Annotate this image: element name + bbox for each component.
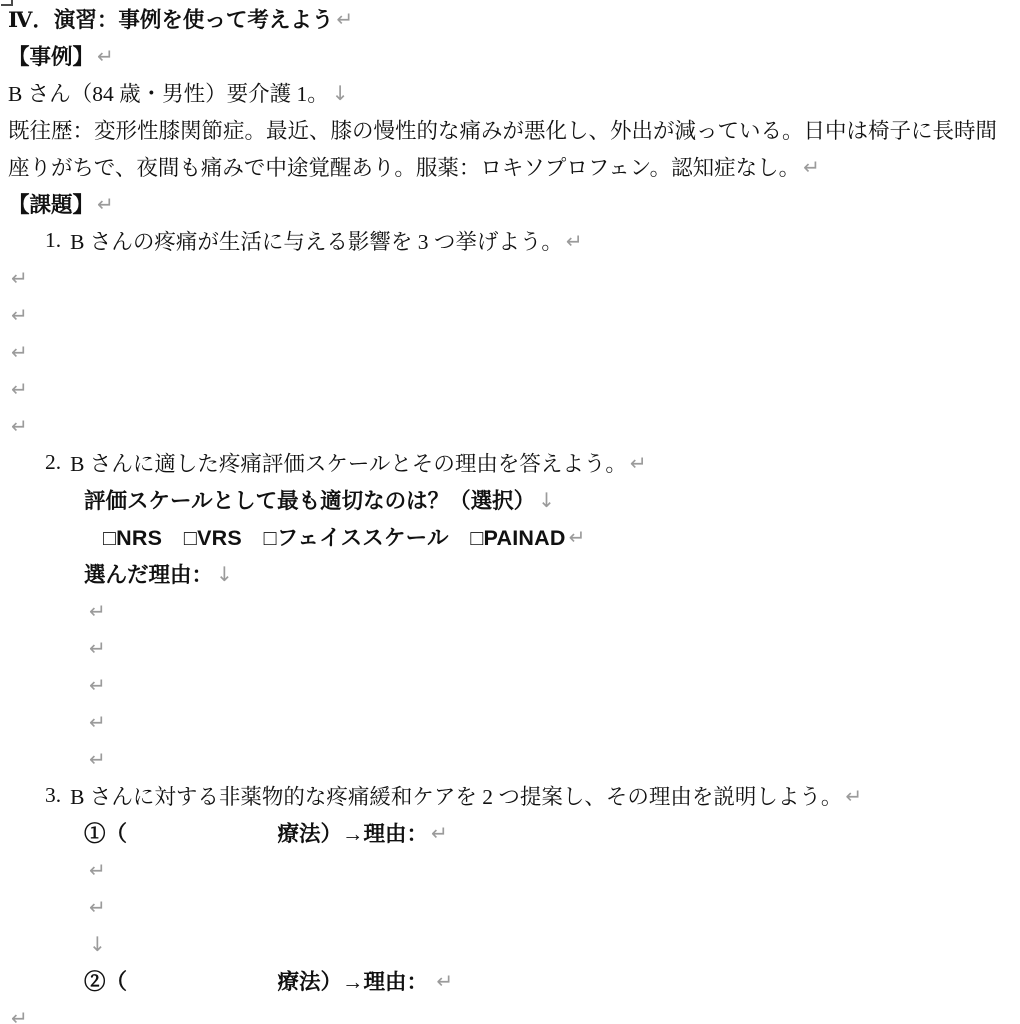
document-line[interactable]: [0, 962, 1020, 999]
paragraph-mark-icon: ↵: [97, 191, 114, 216]
paragraph-mark-icon: ↵: [431, 820, 448, 845]
line-text: 既往歴：変形性膝関節症。最近、膝の慢性的な痛みが悪化し、外出が減っている。日中は椅子に長時間: [8, 119, 998, 143]
document-line[interactable]: [0, 888, 1020, 925]
line-text: 評価スケールとして最も適切なのは？（選択）: [84, 489, 536, 513]
line-text: 座りがちで、夜間も痛みで中途覚醒あり。服薬：ロキソプロフェン。認知症なし。: [8, 156, 801, 180]
document-line[interactable]: [0, 703, 1020, 740]
document-line[interactable]: [0, 555, 1020, 592]
line-text: 選んだ理由：: [84, 563, 214, 587]
line-break-icon: ↓: [89, 931, 106, 956]
document-line[interactable]: [0, 629, 1020, 666]
list-number: 2.: [45, 450, 62, 474]
paragraph-mark-icon: ↵: [89, 635, 106, 660]
document-line[interactable]: [0, 444, 1020, 481]
line-text: B さんに対する非薬物的な疼痛緩和ケアを 2 つ提案し、その理由を説明しよう。: [70, 785, 843, 809]
document-line[interactable]: [0, 851, 1020, 888]
document-line[interactable]: [0, 999, 1020, 1024]
document-line[interactable]: [0, 407, 1020, 444]
paragraph-mark-icon: ↵: [803, 154, 820, 179]
document-line[interactable]: [0, 111, 1020, 148]
paragraph-mark-icon: ↵: [436, 968, 454, 993]
document-line[interactable]: [0, 259, 1020, 296]
paragraph-mark-icon: ↵: [89, 746, 106, 771]
paragraph-mark-icon: ↵: [629, 450, 647, 475]
line-text: ①（ 療法）→理由：: [84, 822, 429, 846]
line-break-icon: ↓: [216, 561, 233, 586]
paragraph-mark-icon: ↵: [89, 598, 106, 623]
paragraph-mark-icon: ↵: [11, 413, 28, 438]
document-line[interactable]: [0, 185, 1020, 222]
paragraph-mark-icon: ↵: [568, 524, 586, 549]
paragraph-mark-icon: ↵: [11, 1005, 28, 1024]
document-line[interactable]: [0, 74, 1020, 111]
paragraph-mark-icon: ↵: [336, 6, 354, 31]
paragraph-mark-icon: ↵: [89, 672, 106, 697]
document-line[interactable]: [0, 740, 1020, 777]
paragraph-mark-icon: ↵: [11, 339, 28, 364]
document-line[interactable]: [0, 148, 1020, 185]
document-line[interactable]: [0, 814, 1020, 851]
paragraph-mark-icon: ↵: [565, 228, 583, 253]
document-line[interactable]: [0, 370, 1020, 407]
paragraph-mark-icon: ↵: [89, 709, 106, 734]
paragraph-mark-icon: ↵: [11, 302, 28, 327]
line-break-icon: ↓: [538, 487, 555, 512]
line-text: B さん（84 歳・男性）要介護 1。: [8, 82, 329, 106]
document-line[interactable]: [0, 0, 1020, 37]
document-line[interactable]: [0, 222, 1020, 259]
line-text: 【課題】: [8, 193, 95, 217]
document-line[interactable]: [0, 37, 1020, 74]
line-text: B さんの疼痛が生活に与える影響を 3 つ挙げよう。: [70, 230, 563, 254]
paragraph-mark-icon: ↵: [11, 265, 28, 290]
document-line[interactable]: [0, 592, 1020, 629]
line-text: 【事例】: [8, 45, 95, 69]
line-break-icon: ↓: [331, 80, 349, 105]
line-text: Ⅳ．演習：事例を使って考えよう: [8, 8, 334, 32]
document-line[interactable]: [0, 777, 1020, 814]
paragraph-mark-icon: ↵: [97, 43, 114, 68]
line-text: □NRS □VRS □フェイススケール □PAINAD: [103, 526, 566, 550]
list-number: 1.: [45, 228, 62, 252]
document-line[interactable]: [0, 333, 1020, 370]
line-text: ②（ 療法）→理由：: [84, 970, 434, 994]
paragraph-mark-icon: ↵: [89, 894, 106, 919]
paragraph-mark-icon: ↵: [845, 783, 863, 808]
paragraph-mark-icon: ↵: [11, 376, 28, 401]
paragraph-mark-icon: ↵: [89, 857, 106, 882]
document-line[interactable]: [0, 296, 1020, 333]
document-line[interactable]: [0, 518, 1020, 555]
document-line[interactable]: [0, 481, 1020, 518]
list-number: 3.: [45, 783, 62, 807]
document-line[interactable]: [0, 925, 1020, 962]
document-line[interactable]: [0, 666, 1020, 703]
line-text: B さんに適した疼痛評価スケールとその理由を答えよう。: [70, 452, 627, 476]
